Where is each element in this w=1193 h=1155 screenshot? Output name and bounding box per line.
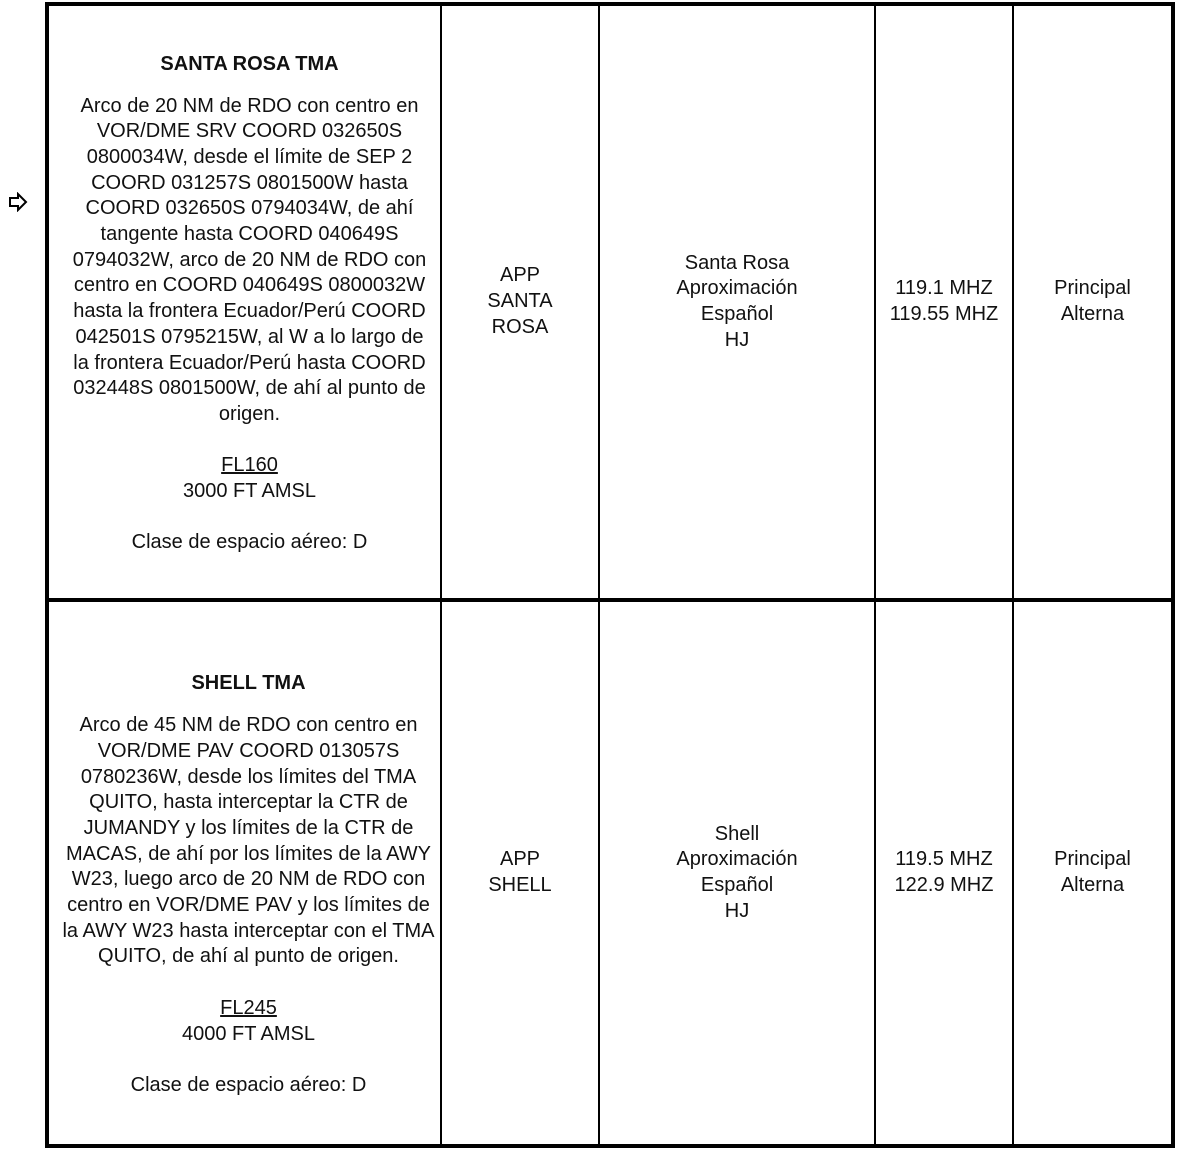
airspace-table — [45, 2, 1175, 1148]
frequency: 119.55 MHZ — [889, 303, 999, 325]
unit-line: APP — [499, 848, 541, 871]
callsign-line: Aproximación — [676, 277, 798, 300]
unit-line: SHELL — [488, 874, 552, 896]
frequency: 119.5 MHZ — [895, 848, 993, 871]
lower-limit: 4000 FT AMSL — [181, 1022, 316, 1045]
frequency: 122.9 MHZ — [894, 874, 994, 896]
unit-line: APP — [499, 264, 541, 287]
airspace-name: SANTA ROSA TMA — [160, 52, 339, 75]
callsign-cell — [599, 4, 875, 600]
airspace-cell — [47, 4, 441, 600]
remark: Principal — [1054, 277, 1131, 300]
airspace-class: Clase de espacio aéreo: D — [131, 531, 368, 554]
unit-cell — [441, 4, 599, 600]
callsign-line: HJ — [724, 328, 750, 351]
unit-line: ROSA — [491, 315, 549, 338]
airspace-description: Arco de 45 NM de RDO con centro en VOR/DME PAV COORD 013057S 0780236W, desde los límites del TMA QUITO, hasta interceptar la CTR de JUMANDY y los límites de la CTR de MACAS, de ahí por los límites de la AWY W23, luego arco de 20 NM de RDO con centro en VOR/DME PAV y los límites de la AWY W23 hasta interceptar con el TMA QUITO, de ahí al punto de origen. — [62, 714, 435, 968]
callsign-line: Santa Rosa — [684, 251, 790, 274]
airspace-cell — [47, 600, 441, 1146]
frequency-cell — [875, 4, 1013, 600]
callsign-line: Aproximación — [676, 848, 798, 871]
frequency: 119.1 MHZ — [895, 277, 993, 300]
upper-limit: FL245 — [220, 996, 277, 1019]
remark: Alterna — [1060, 874, 1125, 896]
callsign-cell — [599, 600, 875, 1146]
callsign-line: HJ — [724, 899, 750, 922]
table-row — [47, 4, 1173, 600]
vertical-limits — [69, 453, 430, 504]
unit-cell — [441, 600, 599, 1146]
callsign-line: Español — [700, 303, 774, 325]
airspace-description: Arco de 20 NM de RDO con centro en VOR/DME SRV COORD 032650S 0800034W, desde el límite de SEP 2 COORD 031257S 0801500W hasta COORD 032650S 0794034W, de ahí tangente hasta COORD 040649S 0794032W, arco de 20 NM de RDO con centro en COORD 040649S 0800032W hasta la frontera Ecuador/Perú COORD 042501S 0795215W, al W a lo largo de la frontera Ecuador/Perú hasta COORD 032448S 0801500W, de ahí al punto de origen. — [72, 94, 427, 425]
airspace-class: Clase de espacio aéreo: D — [130, 1073, 367, 1096]
airspace-name: SHELL TMA — [191, 672, 306, 695]
callsign-line: Español — [700, 874, 774, 896]
lower-limit: 3000 FT AMSL — [182, 480, 317, 503]
table-row — [47, 600, 1173, 1146]
remark: Principal — [1054, 848, 1131, 871]
vertical-limits — [61, 996, 436, 1047]
remarks-cell — [1013, 600, 1173, 1146]
unit-line: SANTA — [487, 290, 553, 313]
frequency-cell — [875, 600, 1013, 1146]
upper-limit: FL160 — [221, 454, 278, 477]
callsign-line: Shell — [714, 822, 760, 845]
right-arrow-marker-icon — [8, 192, 28, 212]
remark: Alterna — [1060, 303, 1125, 325]
remarks-cell — [1013, 4, 1173, 600]
